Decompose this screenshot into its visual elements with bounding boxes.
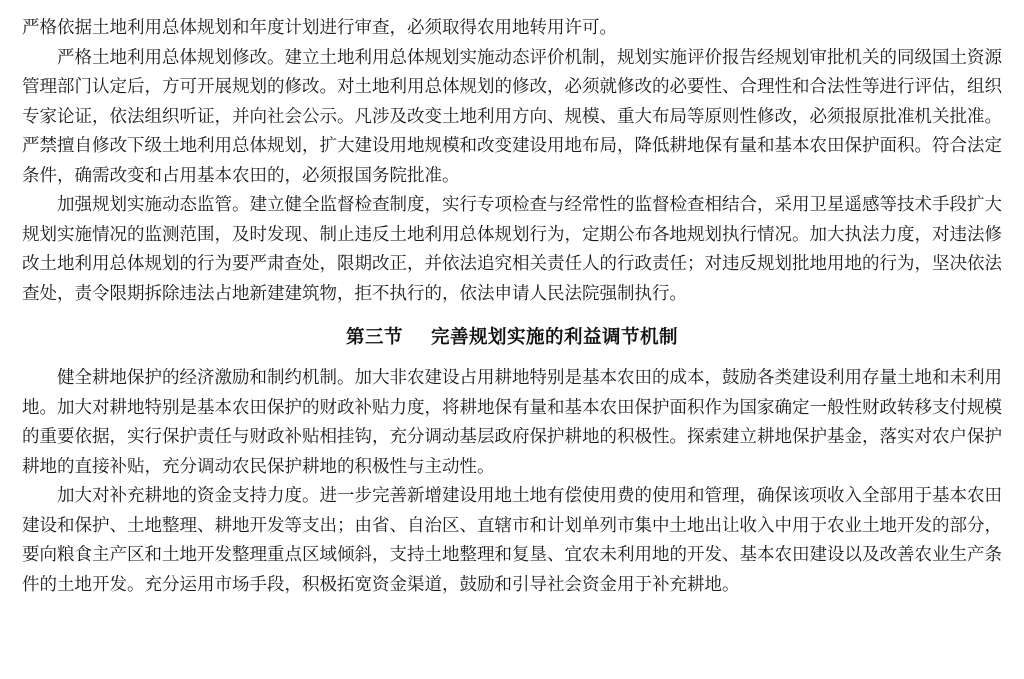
section-heading [22, 324, 1002, 352]
paragraph-economic-incentives: 健全耕地保护的经济激励和制约机制。加大非农建设占用耕地特别是基本农田的成本，鼓励各类建设利用存量土地和未利用地。加大对耕地特别是基本农田保护的财政补贴力度，将耕地保有量和基本农田保护面积作为国家确定一般性财政转移支付规模的重要依据，实行保护责任与财政补贴相挂钩，充分调动基层政府保护耕地的积极性。探索建立耕地保护基金，落实对农户保护耕地的直接补贴，充分调动农民保护耕地的积极性与主动性。 [22, 368, 1002, 477]
paragraph-dynamic-supervision: 加强规划实施动态监管。建立健全监督检查制度，实行专项检查与经常性的监督检查相结合，采用卫星遥感等技术手段扩大规划实施情况的监测范围，及时发现、制止违反土地利用总体规划行为，定期公布各地规划执行情况。加大执法力度，对违法修改土地利用总体规划的行为要严肃查处，限期改正，并依法追究相关责任人的行政责任；对违反规划批地用地的行为，坚决依法查处，责令限期拆除违法占地新建建筑物，拒不执行的，依法申请人民法院强制执行。 [22, 195, 1002, 304]
paragraph-funding-support: 加大对补充耕地的资金支持力度。进一步完善新增建设用地土地有偿使用费的使用和管理，确保该项收入全部用于基本农田建设和保护、土地整理、耕地开发等支出；由省、自治区、直辖市和计划单列市集中土地出让收入中用于农业土地开发的部分，要向粮食主产区和土地开发整理重点区域倾斜，支持土地整理和复垦、宜农未利用地的开发、基本农田建设以及改善农业生产条件的土地开发。充分运用市场手段，积极拓宽资金渠道，鼓励和引导社会资金用于补充耕地。 [22, 486, 1002, 595]
section-number: 第三节 [345, 327, 403, 348]
paragraph-plan-revision: 严格土地利用总体规划修改。建立土地利用总体规划实施动态评价机制，规划实施评价报告经规划审批机关的同级国土资源管理部门认定后，方可开展规划的修改。对土地利用总体规划的修改，必须就修改的必要性、合理性和合法性等进行评估，组织专家论证，依法组织听证，并向社会公示。凡涉及改变土地利用方向、规模、重大布局等原则性修改，必须报原批准机关批准。严禁擅自修改下级土地利用总体规划，扩大建设用地规模和改变建设用地布局，降低耕地保有量和基本农田保护面积。符合法定条件，确需改变和占用基本农田的，必须报国务院批准。 [22, 47, 1002, 186]
section-title: 完善规划实施的利益调节机制 [431, 327, 679, 348]
paragraph-continuation: 严格依据土地利用总体规划和年度计划进行审查，必须取得农用地转用许可。 [22, 18, 617, 38]
